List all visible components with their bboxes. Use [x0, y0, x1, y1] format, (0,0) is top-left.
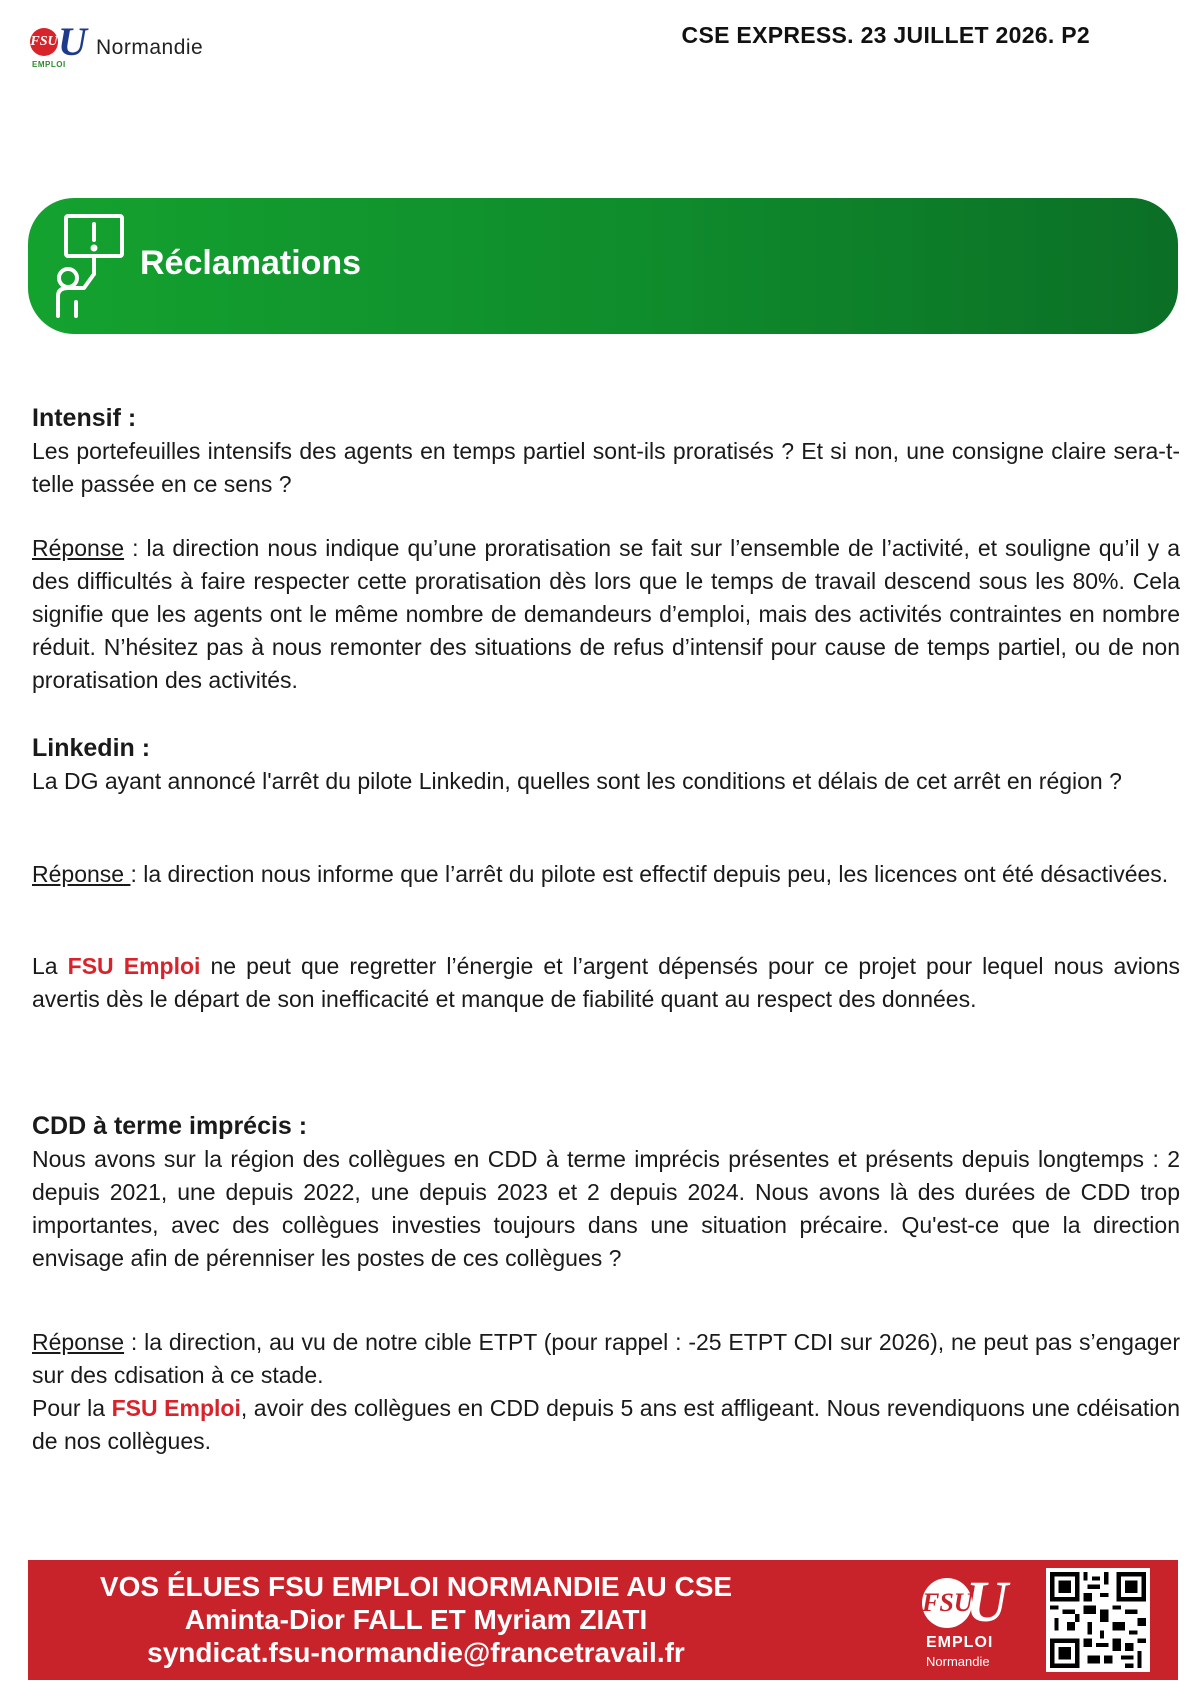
section-cdd-reponse: [32, 1326, 1180, 1458]
section-cdd: [32, 1110, 1180, 1275]
reponse-text: : la direction, au vu de notre cible ETPT (pour rappel : -25 ETPT CDI sur 2026), ne peut pas s’engager sur des cdisation à ce stade.: [32, 1329, 1180, 1388]
reponse-text: : la direction nous informe que l’arrêt du pilote est effectif depuis peu, les licences ont été désactivées.: [130, 861, 1169, 887]
logo-u-glyph: U: [58, 19, 87, 64]
comment-text: ne peut que regretter l’énergie et l’argent dépensés pour ce projet pour lequel nous avions avertis dès le départ de son inefficacité et manque de fiabilité quant au respect des données.: [32, 953, 1181, 1012]
section-heading: CDD à terme imprécis :: [32, 1112, 308, 1140]
section-linkedin: [32, 732, 1180, 798]
logo-letters: FSU: [30, 28, 58, 56]
reponse-paragraph: [32, 858, 1180, 891]
fsu-emploi-brand: FSU Emploi: [67, 953, 201, 979]
fsu-logo: [28, 19, 87, 72]
footer-banner: [28, 1560, 1178, 1680]
section-intensif: [32, 402, 1180, 501]
section-question: Les portefeuilles intensifs des agents en temps partiel sont-ils proratisés ? Et si non, une consigne claire sera-t-telle passée en ce sens ?: [32, 438, 1180, 497]
section-heading: Linkedin :: [32, 734, 151, 762]
footer-line-1: VOS ÉLUES FSU EMPLOI NORMANDIE AU CSE: [99, 1571, 733, 1602]
section-intensif-reponse: [32, 532, 1180, 697]
header-logo: [28, 19, 204, 72]
section-banner: [28, 198, 1178, 334]
reponse-paragraph: [32, 532, 1180, 697]
comment-paragraph: [32, 1392, 1180, 1458]
comment-prefix: La: [32, 953, 68, 979]
footer-email[interactable]: syndicat.fsu-normandie@francetravail.fr: [147, 1637, 685, 1668]
page-title: CSE EXPRESS. 23 JUILLET 2026. P2: [681, 22, 1090, 48]
footer-logo-letters: FSU: [922, 1578, 972, 1628]
footer-text: [46, 1570, 786, 1669]
comment-paragraph: [32, 950, 1180, 1016]
footer-line-2: Aminta-Dior FALL ET Myriam ZIATI: [184, 1604, 648, 1635]
reponse-text: : la direction nous indique qu’une proratisation se fait sur l’ensemble de l’activité, et souligne qu’il y a des difficultés à faire respecter cette proratisation dès lors que le temps de travail descend sous les 80%. Cela signifie que les agents ont le même nombre de demandeurs d’emploi, mais des activités contraintes en nombre réduit. N’hésitez pas à nous remonter des situations de refus d’intensif pour cause de temps partiel, ou de non proratisation des activités.: [32, 535, 1180, 693]
section-heading: Intensif :: [32, 404, 137, 432]
section-question: Nous avons sur la région des collègues en CDD à terme imprécis présentes et présents depuis longtemps : 2 depuis 2021, une depuis 2022, une depuis 2023 et 2 depuis 2024. Nous avons là des durées de CDD trop importantes, avec des collègues investies toujours dans une situation précaire. Qu'est-ce que la direction envisage afin de pérenniser les postes de ces collègues ?: [32, 1146, 1180, 1271]
section-linkedin-comment: [32, 950, 1180, 1016]
footer-logo-region: Normandie: [926, 1654, 990, 1669]
banner-title: Réclamations: [140, 244, 362, 282]
reponse-label: Réponse: [32, 1329, 125, 1355]
footer-logo-sub: EMPLOI: [926, 1634, 994, 1651]
section-question: La DG ayant annoncé l'arrêt du pilote Linkedin, quelles sont les conditions et délais de cet arrêt en région ?: [32, 768, 1122, 794]
header-region: Normandie: [96, 36, 204, 59]
reponse-paragraph: [32, 1326, 1180, 1392]
logo-sub: EMPLOI: [32, 60, 66, 69]
reponse-label: Réponse: [32, 535, 125, 561]
reponse-label: Réponse: [32, 861, 131, 887]
qr-code-icon[interactable]: [1046, 1568, 1150, 1672]
fsu-emploi-brand: FSU Emploi: [111, 1395, 241, 1421]
footer-fsu-logo: [918, 1570, 1028, 1670]
section-linkedin-reponse: [32, 858, 1180, 891]
comment-text: , avoir des collègues en CDD depuis 5 ans est affligeant. Nous revendiquons une cdéisation de nos collègues.: [32, 1395, 1180, 1454]
footer-logo-u-glyph: U: [966, 1569, 1008, 1634]
comment-prefix: Pour la: [32, 1395, 112, 1421]
protest-sign-icon: [54, 212, 140, 322]
